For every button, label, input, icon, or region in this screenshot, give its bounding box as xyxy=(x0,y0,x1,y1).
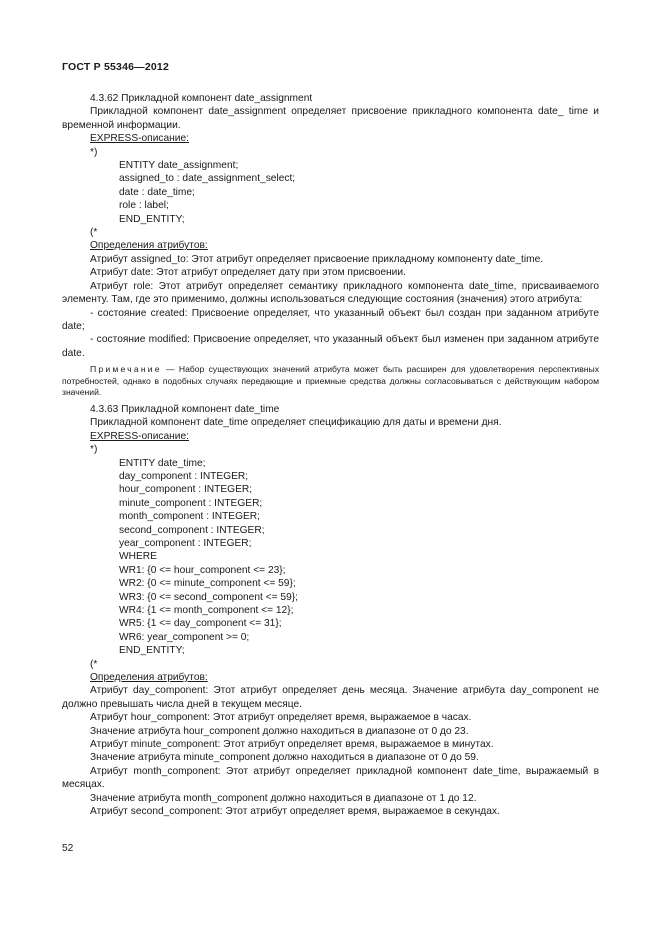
code-line: minute_component : INTEGER; xyxy=(119,497,263,509)
attr-definition: Значение атрибута minute_component должно находиться в диапазоне от 0 до 59. xyxy=(90,752,479,764)
attr-definition: Значение атрибута hour_component должно находиться в диапазоне от 0 до 23. xyxy=(90,725,469,737)
code-line: hour_component : INTEGER; xyxy=(119,484,253,496)
note-text: — Набор существующих значений атрибута может быть расширен для удовлетворения перспективных потребностей, однако в подобных случаях передающие и приемные средства должны согласовываться с действующим набором значений. xyxy=(62,364,599,398)
code-line: WHERE xyxy=(119,551,157,563)
attr-assigned-to: Атрибут assigned_to: Этот атрибут определяет присвоение прикладному компоненту date_time. xyxy=(90,253,544,265)
attr-definition: Атрибут minute_component: Этот атрибут определяет время, выражаемое в минутах. xyxy=(90,739,494,751)
code-line: year_component : INTEGER; xyxy=(119,537,252,549)
code-line: day_component : INTEGER; xyxy=(119,470,249,482)
code-line: month_component : INTEGER; xyxy=(119,511,260,523)
state-modified: - состояние modified: Присвоение определяет, что указанный объект был изменен при заданном атрибуте date. xyxy=(62,334,599,359)
section-intro-62: Прикладной компонент date_assignment определяет присвоение прикладного компонента date_ time и временной информации. xyxy=(62,106,599,131)
code-line: role : label; xyxy=(119,200,169,212)
code-line: WR4: {1 <= month_component <= 12}; xyxy=(119,605,294,616)
code-line: WR3: {0 <= second_component <= 59}; xyxy=(119,591,298,603)
code-line: WR2: {0 <= minute_component <= 59}; xyxy=(119,578,296,590)
comment-close-63: (* xyxy=(90,658,98,670)
code-line: END_ENTITY; xyxy=(119,213,185,225)
attr-role: Атрибут role: Этот атрибут определяет семантику прикладного компонента date_time, присваиваемого элементу. Там, где это применимо, должны использоваться следующие состояния (значения) этого атрибута: xyxy=(62,280,599,306)
attr-definition: Значение атрибута month_component должно находиться в диапазоне от 1 до 12. xyxy=(90,792,477,804)
page-number: 52 xyxy=(62,843,74,854)
note-word: Примечание xyxy=(90,364,162,375)
code-line: ENTITY date_time; xyxy=(119,457,206,469)
code-line: ENTITY date_assignment; xyxy=(119,160,239,172)
attr-definition: Атрибут second_component: Этот атрибут определяет время, выражаемое в секундах. xyxy=(90,806,500,818)
attrs-label-63: Определения атрибутов: xyxy=(90,672,208,684)
code-line: second_component : INTEGER; xyxy=(119,524,265,536)
code-line: WR5: {1 <= day_component <= 31}; xyxy=(119,618,282,630)
attr-date: Атрибут date: Этот атрибут определяет дату при этом присвоении. xyxy=(90,267,406,279)
code-line: WR1: {0 <= hour_component <= 23}; xyxy=(119,564,286,576)
attrs-label-62: Определения атрибутов: xyxy=(90,240,208,252)
express-label-63: EXPRESS-описание: xyxy=(90,430,189,442)
code-line: WR6: year_component >= 0; xyxy=(119,631,250,643)
section-heading-63: 4.3.63 Прикладной компонент date_time xyxy=(90,403,280,415)
comment-close-62: (* xyxy=(90,227,98,239)
state-created: - состояние created: Присвоение определяет, что указанный объект был создан при заданном атрибуте date; xyxy=(62,307,599,332)
section-intro-63: Прикладной компонент date_time определяет спецификацию для даты и времени дня. xyxy=(90,417,502,429)
attr-definition: Атрибут month_component: Этот атрибут определяет прикладной компонент date_time, выражаемый в месяцах. xyxy=(62,765,599,791)
standard-header: ГОСТ Р 55346—2012 xyxy=(62,61,170,73)
code-line: assigned_to : date_assignment_select; xyxy=(119,173,296,185)
section-heading-62: 4.3.62 Прикладной компонент date_assignment xyxy=(90,93,313,104)
comment-open-62: *) xyxy=(90,146,98,158)
page-content xyxy=(62,92,599,819)
attr-definition: Атрибут day_component: Этот атрибут определяет день месяца. Значение атрибута day_component не должно превышать числа дней в текущем месяце. xyxy=(62,685,599,710)
express-label-62: EXPRESS-описание: xyxy=(90,133,189,145)
code-line: date : date_time; xyxy=(119,186,195,198)
note xyxy=(62,364,599,399)
express-code-62 xyxy=(62,159,599,226)
comment-open-63: *) xyxy=(90,444,98,456)
attr-definition: Атрибут hour_component: Этот атрибут определяет время, выражаемое в часах. xyxy=(90,712,472,724)
code-line: END_ENTITY; xyxy=(119,645,185,657)
express-code-63 xyxy=(62,457,599,658)
